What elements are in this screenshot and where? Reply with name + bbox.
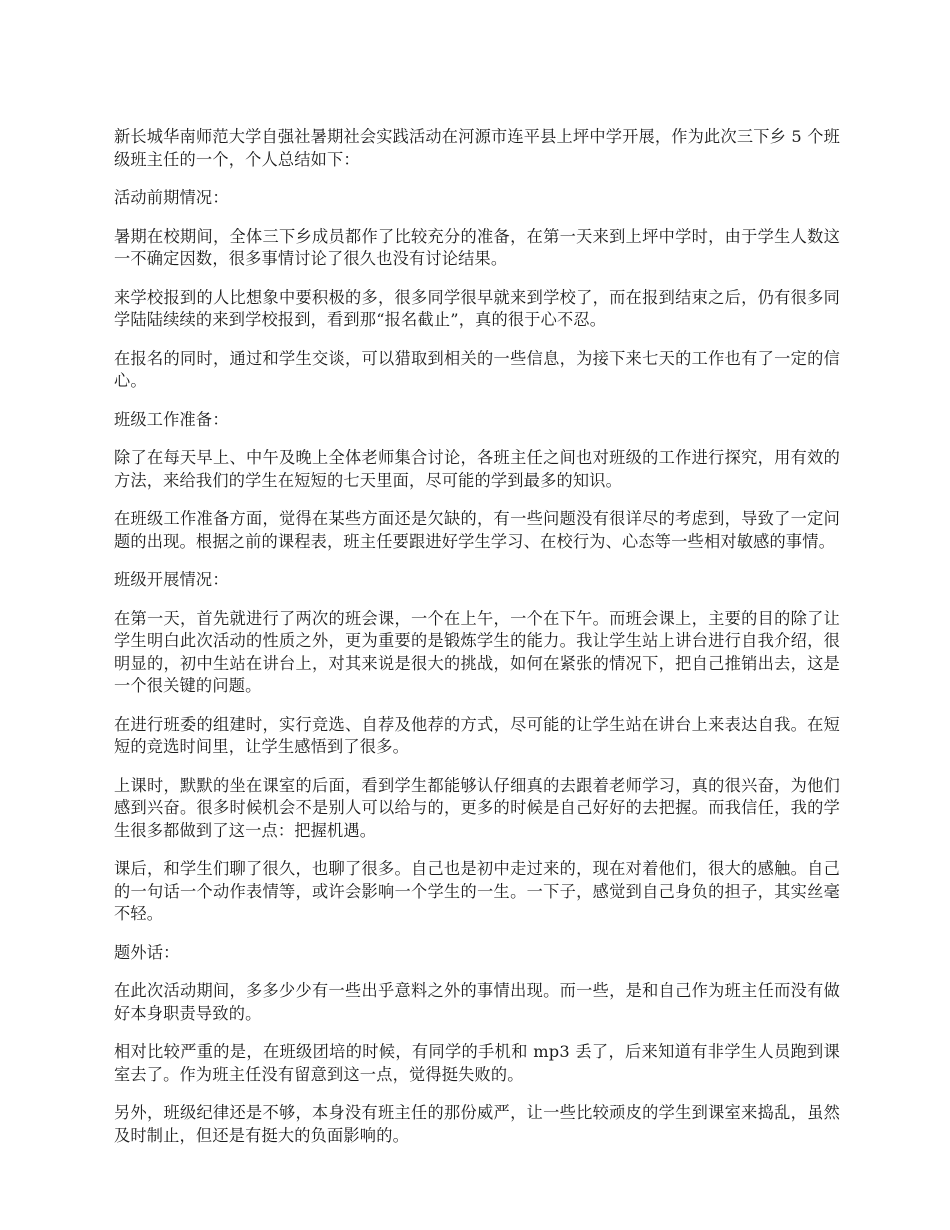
paragraph: 上课时，默默的坐在课室的后面，看到学生都能够认仔细真的去跟着老师学习，真的很兴奋，为他们感到兴奋。很多时候机会不是别人可以给与的，更多的时候是自己好好的去把握。而我信任，我的学生很多都做到了这一点：把握机遇。 bbox=[114, 775, 840, 840]
paragraph: 在班级工作准备方面，觉得在某些方面还是欠缺的，有一些问题没有很详尽的考虑到，导致了一定问题的出现。根据之前的课程表，班主任要跟进好学生学习、在校行为、心态等一些相对敏感的事情。 bbox=[114, 509, 840, 551]
intro-paragraph: 新长城华南师范大学自强社暑期社会实践活动在河源市连平县上坪中学开展，作为此次三下乡 5 个班级班主任的一个，个人总结如下： bbox=[114, 127, 840, 169]
paragraph: 在此次活动期间，多多少少有一些出乎意料之外的事情出现。而一些，是和自己作为班主任而没有做好本身职责导致的。 bbox=[114, 981, 840, 1023]
paragraph: 课后，和学生们聊了很久，也聊了很多。自己也是初中走过来的，现在对着他们，很大的感触。自己的一句话一个动作表情等，或许会影响一个学生的一生。一下子，感觉到自己身负的担子，其实丝毫不轻。 bbox=[114, 859, 840, 923]
paragraph: 来学校报到的人比想象中要积极的多，很多同学很早就来到学校了，而在报到结束之后，仍有很多同学陆陆续续的来到学校报到，看到那“报名截止”，真的很于心不忍。 bbox=[114, 287, 840, 329]
paragraph: 在进行班委的组建时，实行竞选、自荐及他荐的方式，尽可能的让学生站在讲台上来表达自我。在短短的竞选时间里，让学生感悟到了很多。 bbox=[114, 714, 840, 756]
section-heading-aside: 题外话： bbox=[114, 942, 180, 962]
paragraph: 暑期在校期间，全体三下乡成员都作了比较充分的准备，在第一天来到上坪中学时，由于学生人数这一不确定因数，很多事情讨论了很久也没有讨论结果。 bbox=[114, 226, 840, 268]
paragraph: 相对比较严重的是，在班级团培的时候，有同学的手机和 mp3 丢了，后来知道有非学生人员跑到课室去了。作为班主任没有留意到这一点，觉得挺失败的。 bbox=[114, 1042, 840, 1084]
paragraph: 另外，班级纪律还是不够，本身没有班主任的那份威严，让一些比较顽皮的学生到课室来捣乱，虽然及时制止，但还是有挺大的负面影响的。 bbox=[114, 1103, 840, 1145]
document-body bbox=[114, 126, 840, 1163]
paragraph: 除了在每天早上、中午及晚上全体老师集合讨论，各班主任之间也对班级的工作进行探究，用有效的方法，来给我们的学生在短短的七天里面，尽可能的学到最多的知识。 bbox=[114, 448, 840, 490]
section-heading-class-preparation: 班级工作准备： bbox=[114, 409, 229, 429]
section-heading-preparation-phase: 活动前期情况： bbox=[114, 188, 229, 207]
paragraph: 在第一天，首先就进行了两次的班会课，一个在上午，一个在下午。而班会课上，主要的目的除了让学生明白此次活动的性质之外，更为重要的是锻炼学生的能力。我让学生站上讲台进行自我介绍，很明显的，初中生站在讲台上，对其来说是很大的挑战，如何在紧张的情况下，把自己推销出去，这是一个很关键的问题。 bbox=[114, 608, 840, 695]
section-heading-class-progress: 班级开展情况： bbox=[114, 570, 229, 589]
paragraph: 在报名的同时，通过和学生交谈，可以猎取到相关的一些信息，为接下来七天的工作也有了一定的信心。 bbox=[114, 348, 840, 390]
